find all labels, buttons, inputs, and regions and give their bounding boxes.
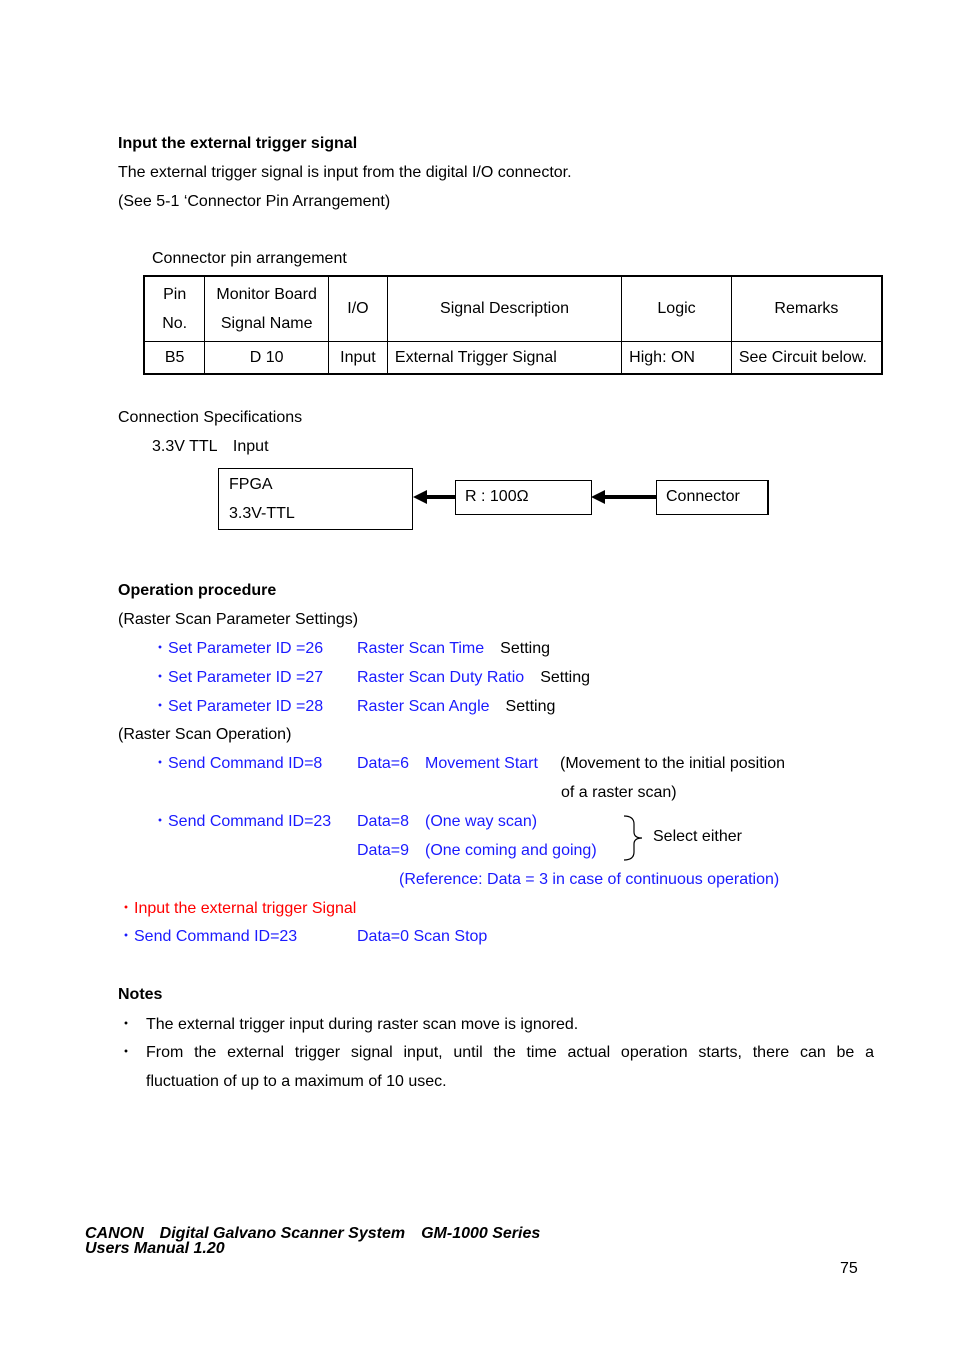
- op1-note-line2: of a raster scan): [561, 784, 677, 801]
- right-brace-icon: [622, 814, 646, 862]
- op2-data-a: Data=8: [357, 813, 410, 830]
- op1-cmd: ・Send Command ID=8: [152, 755, 323, 772]
- header-logic: Logic: [622, 276, 732, 341]
- arrow-to-resistor-icon: [591, 487, 657, 507]
- op2-name-b: (One coming and going): [425, 842, 597, 859]
- op1-note-line1: (Movement to the initial position: [560, 755, 785, 772]
- header-signal-description: Signal Description: [387, 276, 621, 341]
- param-cmd-27: ・Set Parameter ID =27: [152, 669, 324, 686]
- note-2-line1: From the external trigger signal input, until the time actual operation starts, there can be a: [146, 1044, 874, 1061]
- resistor-box: [455, 480, 592, 515]
- intro-text: The external trigger signal is input from the digital I/O connector.: [118, 164, 572, 181]
- stop-cmd: ・Send Command ID=23: [118, 928, 298, 945]
- trigger-step: ・Input the external trigger Signal: [118, 900, 357, 917]
- op1-data: Data=6: [357, 755, 410, 772]
- footer-manual-version: Users Manual 1.20: [85, 1240, 225, 1257]
- op-group-label: (Raster Scan Operation): [118, 726, 292, 743]
- table-row: [144, 341, 882, 374]
- param-line-27: Raster Scan Duty Ratio Setting: [357, 669, 591, 686]
- note-bullet: ・: [118, 1016, 135, 1033]
- notes-heading: Notes: [118, 986, 163, 1003]
- fpga-label: FPGA: [229, 476, 273, 493]
- param-cmd-26: ・Set Parameter ID =26: [152, 640, 324, 657]
- param-line-28: Raster Scan Angle Setting: [357, 698, 556, 715]
- header-remarks: Remarks: [731, 276, 882, 341]
- connection-spec: 3.3V TTL Input: [152, 438, 269, 455]
- cell-io: Input: [329, 341, 388, 374]
- table-header-row: [144, 276, 882, 341]
- stop-data: Data=0 Scan Stop: [357, 928, 488, 945]
- reference-note: (Reference: Data = 3 in case of continuous operation): [399, 871, 780, 888]
- note-1: The external trigger input during raster scan move is ignored.: [146, 1016, 579, 1033]
- param-group-label: (Raster Scan Parameter Settings): [118, 611, 359, 628]
- op2-cmd: ・Send Command ID=23: [152, 813, 332, 830]
- select-either-label: Select either: [653, 828, 742, 845]
- resistor-label: R : 100Ω: [465, 488, 529, 505]
- connector-box: [656, 480, 769, 515]
- fpga-ttl-label: 3.3V-TTL: [229, 505, 295, 522]
- fpga-box: [218, 468, 413, 530]
- header-signal-name: Monitor Board Signal Name: [205, 276, 329, 341]
- connector-pin-table: [143, 275, 883, 375]
- param-line-26: Raster Scan Time Setting: [357, 640, 550, 657]
- note-2-line2: fluctuation of up to a maximum of 10 usec.: [146, 1073, 447, 1090]
- op2-name-a: (One way scan): [425, 813, 538, 830]
- op2-data-b: Data=9: [357, 842, 410, 859]
- header-pin-no: Pin No.: [144, 276, 205, 341]
- see-reference-text: (See 5-1 ‘Connector Pin Arrangement): [118, 193, 391, 210]
- cell-logic: High: ON: [622, 341, 732, 374]
- section-heading-trigger: Input the external trigger signal: [118, 135, 358, 152]
- table-caption: Connector pin arrangement: [152, 250, 347, 267]
- note-bullet: ・: [118, 1044, 135, 1061]
- cell-description: External Trigger Signal: [387, 341, 621, 374]
- cell-signal: D 10: [205, 341, 329, 374]
- procedure-heading: Operation procedure: [118, 582, 277, 599]
- cell-remarks: See Circuit below.: [731, 341, 882, 374]
- page-number: 75: [840, 1260, 858, 1277]
- footer-title: CANON Digital Galvano Scanner System GM-1000 Series: [85, 1225, 541, 1242]
- connection-heading: Connection Specifications: [118, 409, 303, 426]
- connector-label: Connector: [666, 488, 740, 505]
- param-cmd-28: ・Set Parameter ID =28: [152, 698, 324, 715]
- cell-pin: B5: [144, 341, 205, 374]
- header-io: I/O: [329, 276, 388, 341]
- op1-name: Movement Start: [425, 755, 538, 772]
- arrow-to-fpga-icon: [413, 487, 457, 507]
